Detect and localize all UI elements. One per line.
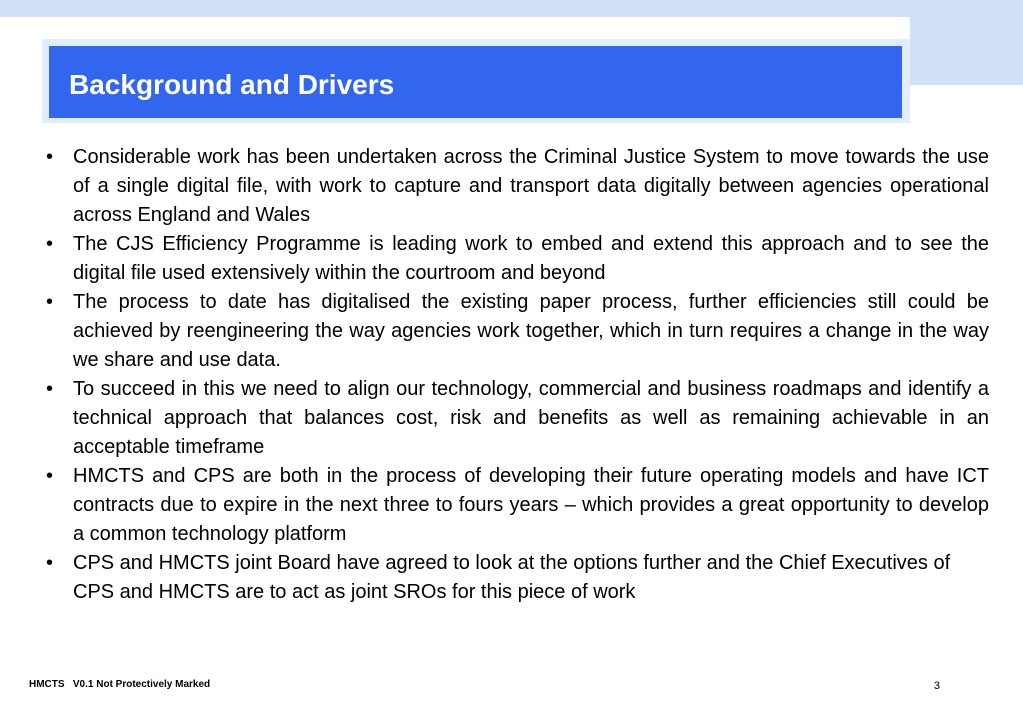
slide-title: Background and Drivers: [69, 69, 395, 100]
bullet-list: [46, 143, 989, 607]
bullet-item: [46, 375, 989, 462]
bullet-marker: •: [46, 291, 54, 313]
top-accent-band: [0, 0, 1023, 17]
page-number: 3: [933, 680, 940, 692]
right-accent-band: [910, 17, 1023, 85]
bullet-marker: •: [46, 146, 54, 168]
bullet-marker: •: [46, 552, 54, 574]
bullet-text: CPS and HMCTS joint Board have agreed to look at the options further and the Chief Executives of CPS and HMCTS are to act as joint SROs for this piece of work: [73, 552, 951, 603]
bullet-text: HMCTS and CPS are both in the process of developing their future operating models and have ICT contracts due to expire in the next three to fours years – which provides a great opportunity to develop a common technology platform: [73, 465, 989, 545]
bullet-marker: •: [46, 378, 54, 400]
bullet-item: [46, 143, 989, 230]
bullet-marker: •: [46, 465, 54, 487]
bullet-item: [46, 288, 989, 375]
bullet-item: [46, 230, 989, 288]
bullet-text: The process to date has digitalised the existing paper process, further efficiencies still could be achieved by reengineering the way agencies work together, which in turn requires a change in the way we share and use data.: [73, 291, 989, 371]
bullet-text: To succeed in this we need to align our technology, commercial and business roadmaps and identify a technical approach that balances cost, risk and benefits as well as remaining achievable in an acceptable timeframe: [73, 378, 989, 458]
footer-label: HMCTS V0.1 Not Protectively Marked: [29, 679, 211, 690]
bullet-item: [46, 549, 989, 607]
bullet-text: Considerable work has been undertaken across the Criminal Justice System to move towards the use of a single digital file, with work to capture and transport data digitally between agencies operational across England and Wales: [73, 146, 989, 226]
bullet-item: [46, 462, 989, 549]
bullet-marker: •: [46, 233, 54, 255]
bullet-text: The CJS Efficiency Programme is leading work to embed and extend this approach and to see the digital file used extensively within the courtroom and beyond: [73, 233, 989, 284]
